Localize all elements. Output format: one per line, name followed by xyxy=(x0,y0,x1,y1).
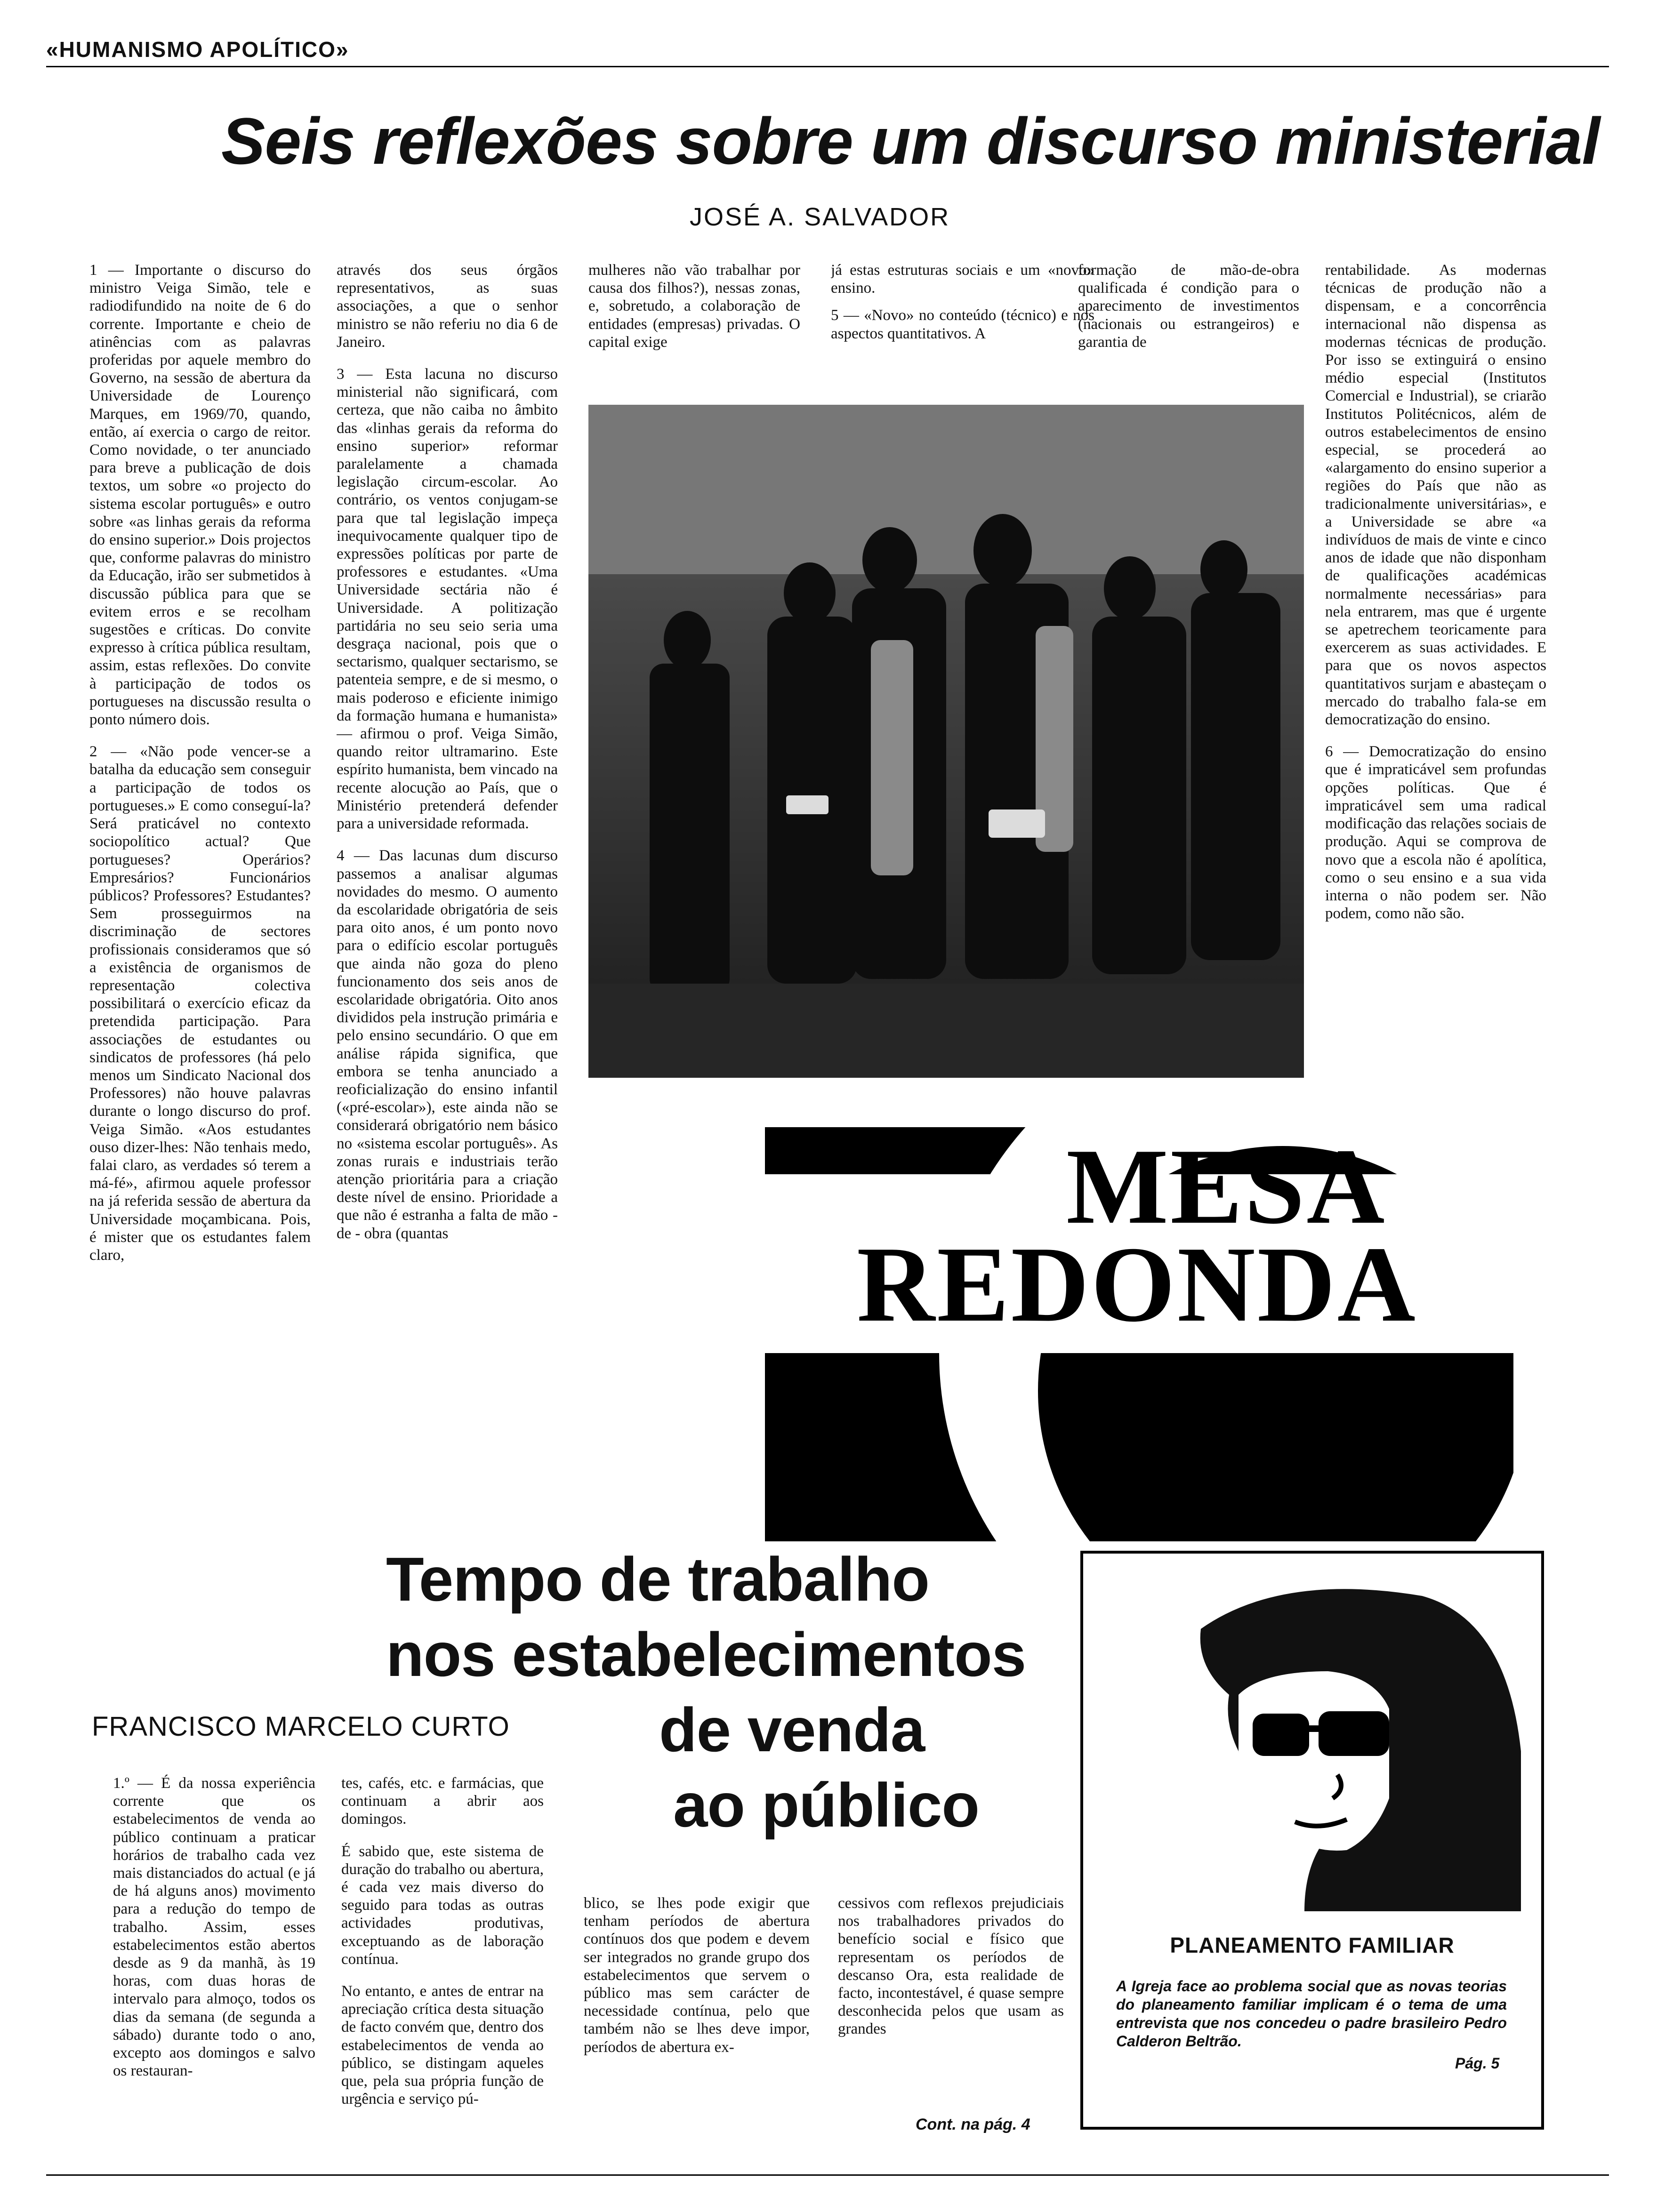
article-column-1 xyxy=(89,261,311,1523)
article-column-2 xyxy=(337,261,558,1523)
article2-author: FRANCISCO MARCELO CURTO xyxy=(92,1711,510,1742)
paragraph: É sabido que, este sistema de duração do trabalho ou abertura, é cada vez mais diverso do seguido para todas as outras actividades produtivas, exceptuando as de laboração contínua. xyxy=(341,1843,544,1968)
section-kicker: «HUMANISMO APOLÍTICO» xyxy=(46,37,349,62)
paragraph: mulheres não vão trabalhar por causa dos filhos?), nessas zonas, e, sobretudo, a colaboração de entidades (empresas) privadas. O capital exige xyxy=(588,262,800,351)
article2-headline-line-3: de venda xyxy=(659,1695,925,1764)
sidebar-title: PLANEAMENTO FAMILIAR xyxy=(1170,1933,1455,1957)
article-column-5 xyxy=(1078,261,1299,369)
paragraph: 4 — Das lacunas dum discurso passemos a analisar algumas novidades do mesmo. O aumento da escolaridade obrigatória de seis para oito anos, é um ponto novo para o edifício escolar português que ainda não goza do pleno funcionamento dos seis anos de escolaridade obrigatória. Oito anos divididos pela instrução primária e pelo ensino secundário. O que em análise rápida significa, que embora se tenha anunciado a reoficialização do ensino infantil («pré-escolar»), este ainda não se considerará obrigatório nem básico no «sistema escolar português». As zonas rurais e industriais terão atenção prioritária para a criação deste nível de ensino. Prioridade a que não é estranha a falta de mão - de - obra (quantas xyxy=(337,847,558,1242)
continuation-note: Cont. na pág. 4 xyxy=(916,2116,1030,2133)
paragraph: cessivos com reflexos prejudiciais nos trabalhadores privados do benefício social e físico que representam os períodos de descanso Ora, esta realidade de facto, incontestável, é quase sempre desconhecida pelos que usam as grandes xyxy=(838,1895,1064,2038)
top-rule xyxy=(46,66,1609,67)
paragraph: rentabilidade. As modernas técnicas de produção não a dispensam, e a concorrência internacional não dispensa as modernas técnicas de produção. Por isso se extinguirá o ensino médio especial (Institutos Comercial e Industrial), se criarão Institutos Politécnicos, além de outros estabelecimentos de ensino especial, se procederá ao «alargamento do ensino superior a regiões do País que não as tradicionalmente universitárias», e a Universidade se abre «a indivíduos de mais de vinte e cinco anos de idade que não disponham de qualificações académicas normalmente necessárias» para nela entrarem, mas que é urgente se apetrechem teoricamente para exercerem as suas actividades. E para que os novos aspectos quantitativos surjam e abasteçam o mercado do trabalho fala-se em democratização do ensino. xyxy=(1325,262,1546,729)
paragraph: 3 — Esta lacuna no discurso ministerial não significará, com certeza, que não caiba no âmbito das «linhas gerais da reforma do ensino superior» reformar paralelamente a chamada legislação circum-escolar. Ao contrário, os ventos conjugam-se para que tal legislação impeça inequivocamente qualquer tipo de expressões políticas por parte de professores e estudantes. «Uma Universidade sectária não é Universidade. A politização partidária no seu seio seria uma desgraça nacional, pois que o sectarismo, qualquer sectarismo, se patenteia sempre, e de si mesmo, o mais poderoso e eficiente inimigo da formação humana e humanista» — afirmou o prof. Veiga Simão, quando reitor ultramarino. Este espírito humanista, bem vincado na recente alocução ao País, que o Ministério pretenderá defender para a universidade reformada. xyxy=(337,366,558,833)
bottom-rule xyxy=(46,2174,1609,2176)
article2-column-2 xyxy=(341,1774,544,2127)
article2-column-3 xyxy=(584,1894,810,2130)
article2-column-4 xyxy=(838,1894,1064,2101)
article-column-6 xyxy=(1325,261,1546,1090)
sidebar-box xyxy=(1080,1551,1544,2130)
paragraph: 1 — Importante o discurso do ministro Veiga Simão, tele e radiodifundido na noite de 6 do corrente. Importante e cheio de atinências com as palavras proferidas por aquele membro do Governo, na sessão de abertura da Universidade de Lourenço Marques, em 1969/70, quando, então, aí exercia o cargo de reitor. Como novidade, o ter anunciado para breve a publicação de dois textos, um sobre «o projecto do sistema escolar português» e outro sobre «as linhas gerais da reforma do ensino superior.» Dois projectos que, conforme palavras do ministro da Educação, irão ser submetidos à discussão pública para que se evitem erros e se recolham sugestões e críticas. Do convite expresso à crítica pública resultam, assim, estas reflexões. Do convite à participação de todos os portugueses na discussão resulta o ponto número dois. xyxy=(89,262,311,729)
photo-illustration xyxy=(588,405,1304,1078)
paragraph: 2 — «Não pode vencer-se a batalha da educação sem conseguir a participação de todos os portugueses.» E como conseguí-la? Será praticável no contexto sociopolítico actual? Que portugueses? Operários? Empresários? Funcionários públicos? Professores? Estudantes? Sem prosseguirmos na discriminação de sectores profissionais consideramos que só a existência de organismos de representação colectiva possibilitará o exercício eficaz da pretendida participação. Para associações de estudantes ou sindicatos de professores (há pelo menos um Sindicato Nacional dos Professores) não houve palavras durante o longo discurso do prof. Veiga Simão. «Aos estudantes ouso dizer-lhes: Não tenhais medo, falai claro, as verdades só terem a má-fé», afirmou aquele professor na já referida sessão de abertura da Universidade moçambicana. Pois, é mister que os estudantes falem claro, xyxy=(89,743,311,1264)
banner-word-redonda: REDONDA xyxy=(857,1224,1417,1344)
banner-word-mesa: MESA xyxy=(1066,1127,1387,1246)
article-author: JOSÉ A. SALVADOR xyxy=(690,203,950,231)
article-column-4 xyxy=(831,261,1094,369)
article2-column-1 xyxy=(113,1774,315,2127)
sidebar-text: A Igreja face ao problema social que as novas teorias do planeamento familiar implicam é o tema de uma entrevista que nos concedeu o padre brasileiro Pedro Calderon Beltrão. xyxy=(1116,1978,1507,2050)
sidebar-page-ref: Pág. 5 xyxy=(1455,2055,1500,2072)
article-headline: Seis reflexões sobre um discurso ministerial xyxy=(221,104,1600,178)
paragraph: 6 — Democratização do ensino que é impraticável sem profundas opções políticas. Que é impraticável sem uma radical modificação das relações sociais de produção. Aqui se comprova de novo que a escola não é apolítica, como o seu ensino e a sua vida interna o não podem ser. Não podem, como não são. xyxy=(1325,743,1546,922)
article2-headline-line-4: ao público xyxy=(673,1771,979,1840)
article2-headline-line-1: Tempo de trabalho xyxy=(386,1545,929,1614)
paragraph: tes, cafés, etc. e farmácias, que continuam a abrir aos domingos. xyxy=(341,1775,544,1828)
photo-people-standing xyxy=(588,405,1304,1078)
paragraph: 1.º — É da nossa experiência corrente que os estabelecimentos de venda ao público continuam a praticar horários de trabalho cada vez mais distanciados do actual (e já de há alguns anos) movimento para a redução do tempo de trabalho. Assim, esses estabelecimentos estão abertos desde as 9 da manhã, às 19 horas, com duas horas de intervalo para almoço, todos os dias da semana (de segunda a sábado) durante todo o ano, excepto aos domingos e salvo os restauran- xyxy=(113,1775,315,2080)
paragraph: blico, se lhes pode exigir que tenham períodos de abertura contínuos dos que podem e devem ser integrados no grande grupo dos estabelecimentos que servem o público mas sem carácter de necessidade contínua, pelo que também não se lhes deve impor, períodos de abertura ex- xyxy=(584,1895,810,2056)
paragraph: 5 — «Novo» no conteúdo (técnico) e nos aspectos quantitativos. A xyxy=(831,307,1094,342)
article-column-3 xyxy=(588,261,800,369)
paragraph: já estas estruturas sociais e um «novo» ensino. xyxy=(831,262,1094,297)
paragraph: através dos seus órgãos representativos, as suas associações, a que o senhor ministro se não referiu no dia 6 de Janeiro. xyxy=(337,262,558,351)
paragraph: No entanto, e antes de entrar na apreciação crítica desta situação de facto convém que, dentro dos estabelecimentos de venda ao público, se distingam aqueles que, pela sua própria função de urgência e serviço pú- xyxy=(341,1983,544,2108)
mesa-redonda-banner xyxy=(765,1127,1513,1541)
paragraph: formação de mão-de-obra qualificada é condição para o aparecimento de investimentos (nacionais ou estrangeiros) e garantia de xyxy=(1078,262,1299,351)
article2-headline-line-2: nos estabelecimentos xyxy=(386,1620,1026,1689)
portrait-illustration xyxy=(1083,1554,1541,1911)
